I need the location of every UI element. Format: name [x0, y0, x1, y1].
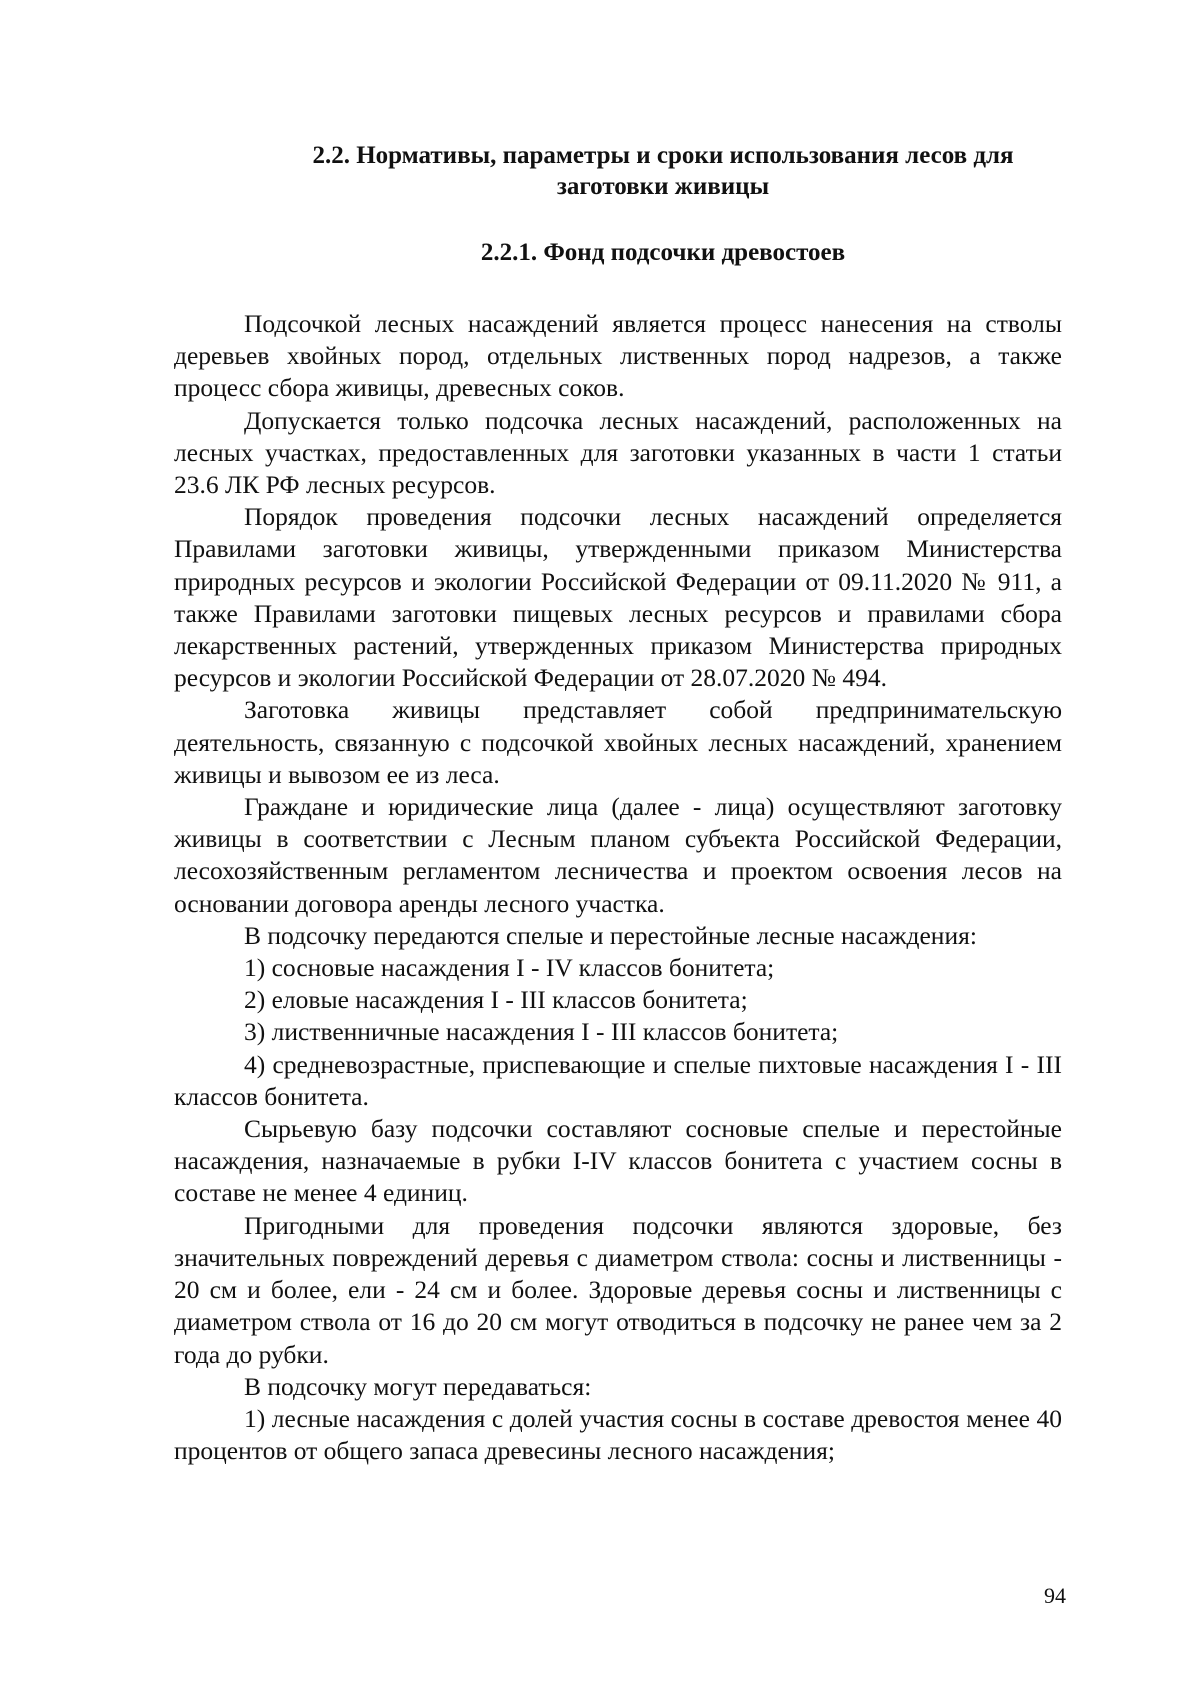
list-item-fir: 4) средневозрастные, приспевающие и спелые пихтовые насаждения I - III классов бонитета.: [174, 1049, 1062, 1111]
list-item-mixed-stands: 1) лесные насаждения с долей участия сосны в составе древостоя менее 40 процентов от общего запаса древесины лесного насаждения;: [174, 1403, 1062, 1466]
paragraph-procedure: Порядок проведения подсочки лесных насаждений определяется Правилами заготовки живицы, утвержденными приказом Министерства природных ресурсов и экологии Российской Федерации от 09.11.2020 № 911, а также Правилами заготовки пищевых лесных ресурсов и правилами сбора лекарственных растений, утвержденных приказом Министерства природных ресурсов и экологии Российской Федерации от 28.07.2020 № 494.: [174, 502, 1062, 693]
paragraph-permission: Допускается только подсочка лесных насаждений, расположенных на лесных участках, предоставленных для заготовки указанных в части 1 статьи 23.6 ЛК РФ лесных ресурсов.: [174, 405, 1062, 500]
paragraph-transfer-intro: В подсочку передаются спелые и перестойные лесные насаждения:: [244, 920, 977, 950]
paragraph-suitable-trees: Пригодными для проведения подсочки являются здоровые, без значительных повреждений деревья с диаметром ствола: сосны и лиственницы - 20 см и более, ели - 24 см и более. Здоровые деревья сосны и лиственницы с диаметром ствола от 16 до 20 см могут отводиться в подсочку не ранее чем за 2 года до рубки.: [174, 1210, 1062, 1369]
paragraph-definition: Подсочкой лесных насаждений является процесс нанесения на стволы деревьев хвойных пород, отдельных лиственных пород надрезов, а также процесс сбора живицы, древесных соков.: [174, 309, 1062, 403]
list-item-spruce: 2) еловые насаждения I - III классов бонитета;: [244, 985, 748, 1015]
paragraph-raw-base: Сырьевую базу подсочки составляют сосновые спелые и перестойные насаждения, назначаемые в рубки I-IV классов бонитета с участием сосны в составе не менее 4 единиц.: [174, 1114, 1062, 1208]
page-number: 94: [1044, 1583, 1066, 1608]
section-title-line1: 2.2. Нормативы, параметры и сроки использования лесов для: [312, 142, 1014, 169]
list-item-larch: 3) лиственничные насаждения I - III классов бонитета;: [244, 1017, 839, 1047]
section-title-line2: заготовки живицы: [556, 173, 770, 200]
paragraph-business: Заготовка живицы представляет собой предпринимательскую деятельность, связанную с подсочкой хвойных лесных насаждений, хранением живицы и вывозом ее из леса.: [174, 695, 1062, 789]
body-text: [174, 308, 1062, 1467]
paragraph-entities: Граждане и юридические лица (далее - лица) осуществляют заготовку живицы в соответствии с Лесным планом субъекта Российской Федерации, лесохозяйственным регламентом лесничества и проектом освоения лесов на основании договора аренды лесного участка.: [174, 792, 1062, 918]
list-item-pine: 1) сосновые насаждения I - IV классов бонитета;: [244, 953, 775, 983]
section-title: [174, 140, 1062, 202]
subsection-title: 2.2.1. Фонд подсочки древостоев: [480, 239, 846, 266]
paragraph-may-transfer: В подсочку могут передаваться:: [244, 1371, 592, 1401]
document-page: [174, 140, 1062, 1467]
